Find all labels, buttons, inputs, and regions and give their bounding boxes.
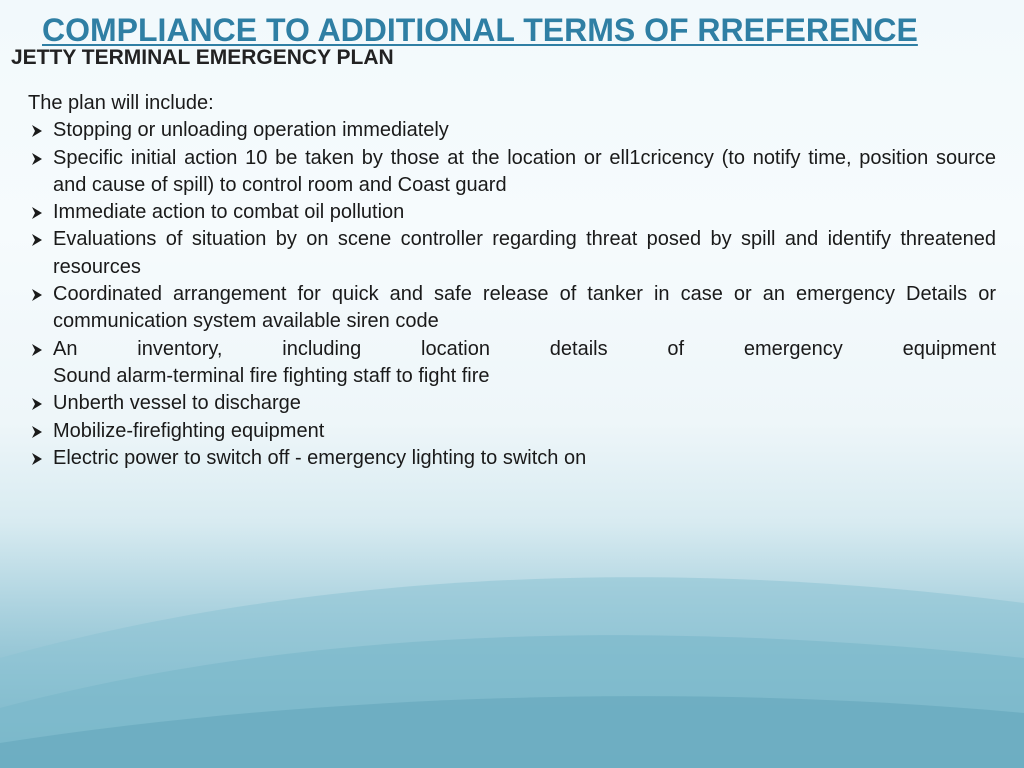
list-item [28,418,996,445]
list-item [28,336,996,391]
list-item-text: Unberth vessel to discharge [53,392,301,415]
arrowhead-bullet-icon [30,152,44,166]
arrowhead-bullet-icon [30,397,44,411]
list-item-text-continued: Sound alarm-terminal fire fighting staff to fight fire [53,364,490,387]
arrowhead-bullet-icon [30,206,44,220]
arrowhead-bullet-icon [30,124,44,138]
list-item [28,145,996,200]
list-item-text: Electric power to switch off - emergency lighting to switch on [53,446,587,469]
arrowhead-bullet-icon [30,425,44,439]
arrowhead-bullet-icon [30,343,44,357]
bullet-list [28,117,996,472]
list-item [28,199,996,226]
slide-subtitle: JETTY TERMINAL EMERGENCY PLAN [11,46,394,69]
arrowhead-bullet-icon [30,452,44,466]
list-item-text: Mobilize-firefighting equipment [53,419,325,442]
slide-title: COMPLIANCE TO ADDITIONAL TERMS OF RREFERENCE [42,12,918,48]
list-item-text: Immediate action to combat oil pollution [53,201,405,224]
list-item [28,117,996,144]
list-item-text: Stopping or unloading operation immediately [53,119,449,142]
background-wave-decoration [0,508,1024,768]
list-item-text: Specific initial action 10 be taken by those at the location or ell1cricency (to notify time, position source and cause of spill) to control room and Coast guard [53,146,996,196]
list-item [28,390,996,417]
list-item [28,226,996,281]
intro-text: The plan will include: [28,92,214,114]
list-item-text: Coordinated arrangement for quick and safe release of tanker in case or an emergency Details or communication system available siren code [53,283,996,333]
list-item [28,445,996,472]
slide-content [28,90,996,472]
list-item-text: Evaluations of situation by on scene controller regarding threat posed by spill and identify threatened resources [53,228,996,278]
list-item-text: An inventory, including location details of emergency equipment [53,337,996,360]
arrowhead-bullet-icon [30,233,44,247]
list-item [28,281,996,336]
arrowhead-bullet-icon [30,288,44,302]
